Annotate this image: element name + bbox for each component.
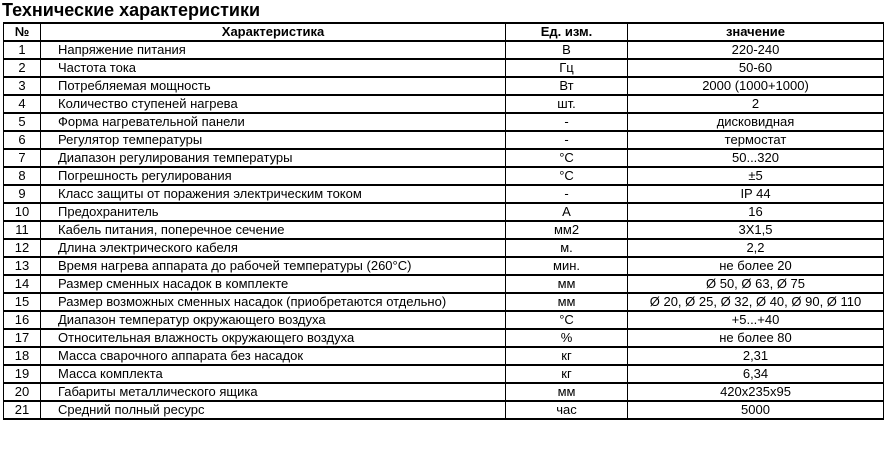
cell-value: 2000 (1000+1000) — [628, 77, 884, 95]
cell-characteristic: Количество ступеней нагрева — [41, 95, 506, 113]
spec-table — [3, 22, 884, 420]
cell-characteristic: Размер возможных сменных насадок (приобретаются отдельно) — [41, 293, 506, 311]
cell-number: 21 — [4, 401, 41, 419]
cell-number: 20 — [4, 383, 41, 401]
cell-value: не более 20 — [628, 257, 884, 275]
cell-number: 7 — [4, 149, 41, 167]
cell-number: 11 — [4, 221, 41, 239]
cell-value: IP 44 — [628, 185, 884, 203]
cell-unit: В — [506, 41, 628, 59]
table-row — [4, 203, 884, 221]
cell-value: 2,2 — [628, 239, 884, 257]
cell-value: дисковидная — [628, 113, 884, 131]
cell-number: 8 — [4, 167, 41, 185]
table-row — [4, 131, 884, 149]
cell-number: 14 — [4, 275, 41, 293]
cell-characteristic: Размер сменных насадок в комплекте — [41, 275, 506, 293]
table-row — [4, 221, 884, 239]
cell-number: 5 — [4, 113, 41, 131]
table-row — [4, 275, 884, 293]
cell-characteristic: Частота тока — [41, 59, 506, 77]
cell-characteristic: Форма нагревательной панели — [41, 113, 506, 131]
col-header-value: значение — [628, 23, 884, 41]
table-row — [4, 239, 884, 257]
table-row — [4, 149, 884, 167]
cell-characteristic: Диапазон температур окружающего воздуха — [41, 311, 506, 329]
cell-number: 2 — [4, 59, 41, 77]
cell-number: 19 — [4, 365, 41, 383]
cell-number: 4 — [4, 95, 41, 113]
cell-unit: час — [506, 401, 628, 419]
cell-unit: мм — [506, 275, 628, 293]
table-row — [4, 383, 884, 401]
cell-characteristic: Регулятор температуры — [41, 131, 506, 149]
cell-number: 18 — [4, 347, 41, 365]
cell-value: +5...+40 — [628, 311, 884, 329]
cell-unit: - — [506, 185, 628, 203]
cell-unit: Вт — [506, 77, 628, 95]
cell-value: 6,34 — [628, 365, 884, 383]
cell-value: 50-60 — [628, 59, 884, 77]
cell-value: 2,31 — [628, 347, 884, 365]
cell-number: 10 — [4, 203, 41, 221]
cell-number: 15 — [4, 293, 41, 311]
cell-number: 16 — [4, 311, 41, 329]
cell-unit: % — [506, 329, 628, 347]
cell-characteristic: Время нагрева аппарата до рабочей температуры (260°С) — [41, 257, 506, 275]
cell-unit: мм2 — [506, 221, 628, 239]
cell-value: 3Х1,5 — [628, 221, 884, 239]
table-row — [4, 77, 884, 95]
cell-value: термостат — [628, 131, 884, 149]
cell-value: 5000 — [628, 401, 884, 419]
cell-characteristic: Масса комплекта — [41, 365, 506, 383]
table-row — [4, 311, 884, 329]
cell-value: ±5 — [628, 167, 884, 185]
cell-unit: - — [506, 113, 628, 131]
cell-unit: шт. — [506, 95, 628, 113]
cell-value: 16 — [628, 203, 884, 221]
col-header-unit: Ед. изм. — [506, 23, 628, 41]
table-row — [4, 41, 884, 59]
cell-characteristic: Класс защиты от поражения электрическим током — [41, 185, 506, 203]
cell-characteristic: Кабель питания, поперечное сечение — [41, 221, 506, 239]
cell-unit: кг — [506, 347, 628, 365]
table-row — [4, 113, 884, 131]
cell-value: Ø 20, Ø 25, Ø 32, Ø 40, Ø 90, Ø 110 — [628, 293, 884, 311]
cell-characteristic: Относительная влажность окружающего воздуха — [41, 329, 506, 347]
col-header-number: № — [4, 23, 41, 41]
cell-characteristic: Длина электрического кабеля — [41, 239, 506, 257]
cell-value: 220-240 — [628, 41, 884, 59]
cell-characteristic: Напряжение питания — [41, 41, 506, 59]
cell-unit: м. — [506, 239, 628, 257]
table-row — [4, 257, 884, 275]
cell-characteristic: Предохранитель — [41, 203, 506, 221]
cell-unit: мм — [506, 383, 628, 401]
table-row — [4, 329, 884, 347]
cell-unit: мин. — [506, 257, 628, 275]
cell-value: Ø 50, Ø 63, Ø 75 — [628, 275, 884, 293]
table-row — [4, 167, 884, 185]
cell-number: 12 — [4, 239, 41, 257]
table-row — [4, 365, 884, 383]
cell-characteristic: Габариты металлического ящика — [41, 383, 506, 401]
cell-value: 50...320 — [628, 149, 884, 167]
cell-characteristic: Масса сварочного аппарата без насадок — [41, 347, 506, 365]
cell-unit: кг — [506, 365, 628, 383]
table-row — [4, 293, 884, 311]
cell-characteristic: Потребляемая мощность — [41, 77, 506, 95]
table-row — [4, 185, 884, 203]
cell-value: не более 80 — [628, 329, 884, 347]
cell-number: 6 — [4, 131, 41, 149]
cell-characteristic: Погрешность регулирования — [41, 167, 506, 185]
table-row — [4, 59, 884, 77]
table-row — [4, 95, 884, 113]
cell-value: 2 — [628, 95, 884, 113]
header-row — [4, 23, 884, 41]
cell-unit: °С — [506, 311, 628, 329]
cell-characteristic: Средний полный ресурс — [41, 401, 506, 419]
cell-characteristic: Диапазон регулирования температуры — [41, 149, 506, 167]
cell-number: 17 — [4, 329, 41, 347]
col-header-characteristic: Характеристика — [41, 23, 506, 41]
cell-number: 9 — [4, 185, 41, 203]
page-title: Технические характеристики — [2, 0, 261, 20]
cell-unit: °С — [506, 149, 628, 167]
table-row — [4, 401, 884, 419]
cell-unit: А — [506, 203, 628, 221]
cell-unit: - — [506, 131, 628, 149]
cell-number: 3 — [4, 77, 41, 95]
table-body — [4, 41, 884, 419]
cell-value: 420х235х95 — [628, 383, 884, 401]
cell-unit: °С — [506, 167, 628, 185]
cell-number: 1 — [4, 41, 41, 59]
cell-unit: мм — [506, 293, 628, 311]
table-row — [4, 347, 884, 365]
cell-unit: Гц — [506, 59, 628, 77]
cell-number: 13 — [4, 257, 41, 275]
